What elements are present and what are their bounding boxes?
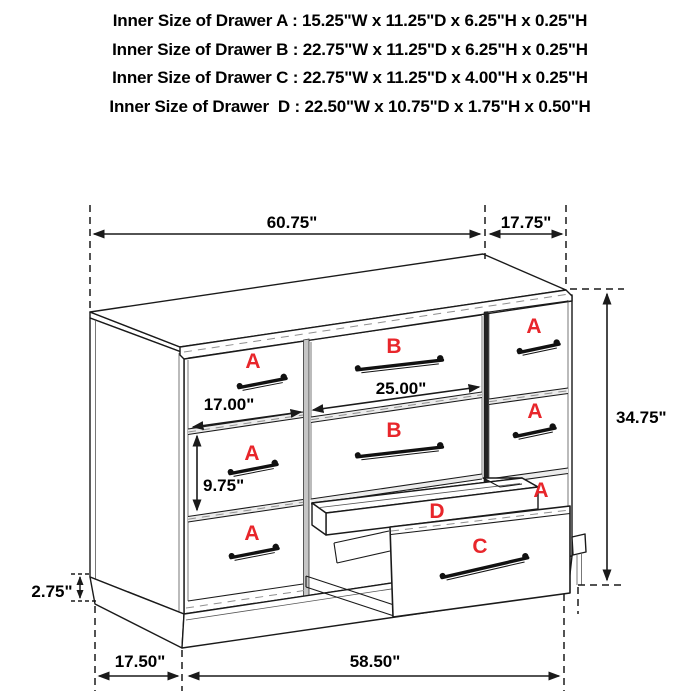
header-line-drawer-c: Inner Size of Drawer C : 22.75"W x 11.25"D x 4.00"H x 0.25"H [112, 68, 588, 87]
dim-base-height-label: 2.75" [31, 582, 73, 601]
drawer-label-a-right-1: A [526, 315, 542, 338]
header-line-drawer-b: Inner Size of Drawer B : 22.75"W x 11.25"D x 6.25"H x 0.25"H [112, 39, 588, 59]
dresser-body [90, 254, 586, 648]
drawer-label-a-left-2: A [244, 442, 260, 465]
drawer-label-b-1: B [386, 335, 402, 358]
dim-top-depth-label: 17.75" [500, 213, 552, 232]
header-line-drawer-d: Inner Size of Drawer D : 22.50"W x 10.75"D x 1.75"H x 0.50"H [109, 96, 591, 116]
divider-left-center [304, 339, 310, 598]
dim-base-width-label: 58.50" [349, 652, 401, 671]
drawer-label-b-2: B [386, 419, 402, 442]
drawer-label-a-left-1: A [245, 350, 261, 373]
dim-base-depth-label: 17.50" [114, 652, 166, 671]
drawer-label-a-left-3: A [244, 522, 260, 545]
dim-top-width-label: 60.75" [266, 213, 318, 232]
drawer-label-a-right-2: A [527, 400, 543, 423]
cabinet-left-side [90, 318, 184, 614]
dim-left-width-label: 17.00" [203, 395, 255, 414]
drawer-label-d: D [429, 500, 445, 523]
dim-height-label: 34.75" [616, 408, 667, 427]
header-line-drawer-a: Inner Size of Drawer A : 15.25"W x 11.25"D x 6.25"H x 0.25"H [112, 11, 588, 30]
drawer-label-a-right-3: A [533, 479, 549, 502]
drawer-label-c: C [472, 535, 488, 558]
dim-center-width-label: 25.00" [375, 379, 427, 398]
side-bracket [572, 534, 586, 585]
dim-left-height-label: 9.75" [203, 476, 245, 495]
